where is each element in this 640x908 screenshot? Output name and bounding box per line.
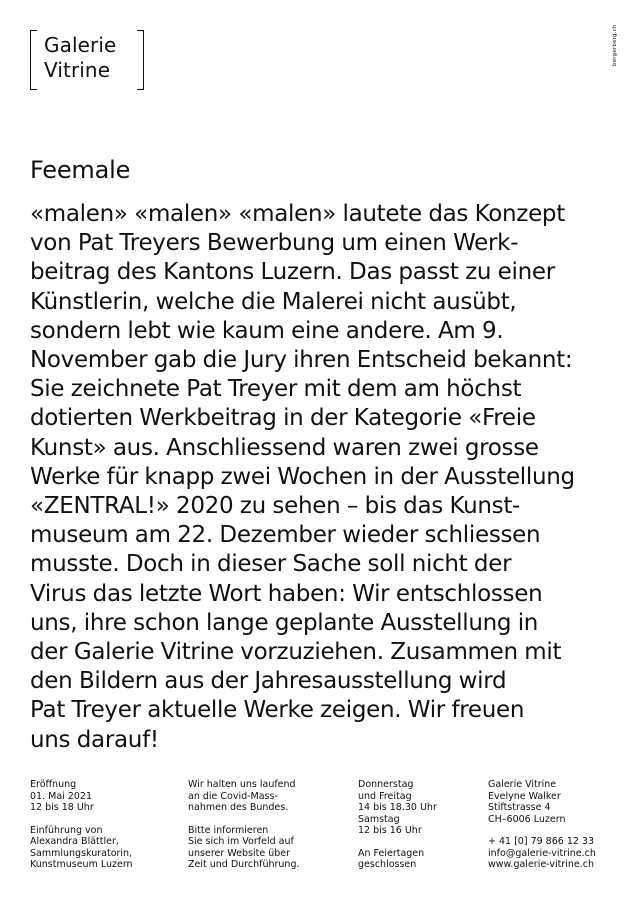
footer-line: 01. Mai 2021 [30,790,92,802]
footer-line: Galerie Vitrine [488,779,557,790]
body-text [30,200,630,755]
body-line: Virus das letzte Wort haben: Wir entschlossen [30,580,543,607]
body-line: sondern lebt wie kaum eine andere. Am 9. [30,317,504,344]
footer-line: Sammlungskuratorin, [30,847,133,859]
body-line: dotierten Werkbeitrag in der Kategorie «Freie [30,405,536,432]
body-line: von Pat Treyers Bewerbung um einen Werk- [30,230,519,257]
footer-line: CH–6006 Luzern [488,813,566,825]
footer-opening-info [30,779,133,871]
body-line: November gab die Jury ihren Entscheid bekannt: [30,347,573,374]
logo-bracket-right [137,30,144,90]
footer-line: 12 bis 16 Uhr [358,825,422,836]
footer-line: Bitte informieren [188,824,269,836]
body-line: «ZENTRAL!» 2020 zu sehen – bis das Kunst- [30,493,521,520]
body-line: den Bildern aus der Jahresausstellung wird [30,668,507,695]
footer-line: 12 bis 18 Uhr [30,802,94,813]
footer-line: An Feiertagen [358,847,425,859]
body-line: Kunst» aus. Anschliessend waren zwei grosse [30,434,539,461]
website-link[interactable]: www.galerie-vitrine.ch [488,859,595,870]
logo-bracket-left [30,30,37,90]
footer-line: Sie sich im Vorfeld auf [188,836,294,847]
body-line: Pat Treyer aktuelle Werke zeigen. Wir freuen [30,697,525,724]
body-line: musste. Doch in dieser Sache soll nicht der [30,551,512,578]
footer-line: Samstag [358,813,400,825]
body-line: museum am 22. Dezember wieder schliessen [30,522,541,549]
body-line: Werke für knapp zwei Wochen in der Ausstellung [30,463,575,490]
body-line: Künstlerin, welche die Malerei nicht ausübt, [30,288,517,315]
footer-line: Einführung von [30,824,103,836]
email-link[interactable]: info@galerie-vitrine.ch [488,847,596,859]
body-line: «malen» «malen» «malen» lautete das Konzept [30,201,565,227]
footer-line: Donnerstag [358,779,414,790]
footer-line: unserer Website über [188,847,290,859]
logo-line-2: Vitrine [44,58,111,82]
gallery-logo [30,30,144,90]
body-line: der Galerie Vitrine vorzuziehen. Zusammen mit [30,639,562,666]
footer-line: Alexandra Blättler, [30,836,119,847]
footer-opening-hours [358,779,437,871]
footer-line: nahmen des Bundes. [188,802,289,813]
footer-contact [488,779,596,871]
phone-number[interactable]: + 41 [0] 79 866 12 33 [488,836,595,847]
footer-line: Stiftstrasse 4 [488,802,551,813]
footer-line: und Freitag [358,790,412,802]
footer-line: Wir halten uns laufend [188,779,296,790]
footer-covid-notice [188,779,300,871]
body-line: uns, ihre schon lange geplante Ausstellung in [30,609,539,636]
logo-line-1: Galerie [44,33,117,57]
footer-line: Evelyne Walker [488,790,561,802]
logo-text [44,33,116,83]
footer-line: 14 bis 18.30 Uhr [358,802,437,813]
footer-line: Zeit und Durchführung. [188,859,300,870]
footer-line: Kunstmuseum Luzern [30,859,133,870]
footer-line: Eröffnung [30,779,77,790]
designer-credit: bergerberg.ch [612,24,618,66]
body-line: beitrag des Kantons Luzern. Das passt zu einer [30,259,555,286]
exhibition-title: Feemale [30,156,131,184]
body-line: uns darauf! [30,726,159,753]
body-line: Sie zeichnete Pat Treyer mit dem am höchst [30,376,522,403]
footer-line: an die Covid-Mass- [188,790,278,802]
footer-line: geschlossen [358,859,417,870]
